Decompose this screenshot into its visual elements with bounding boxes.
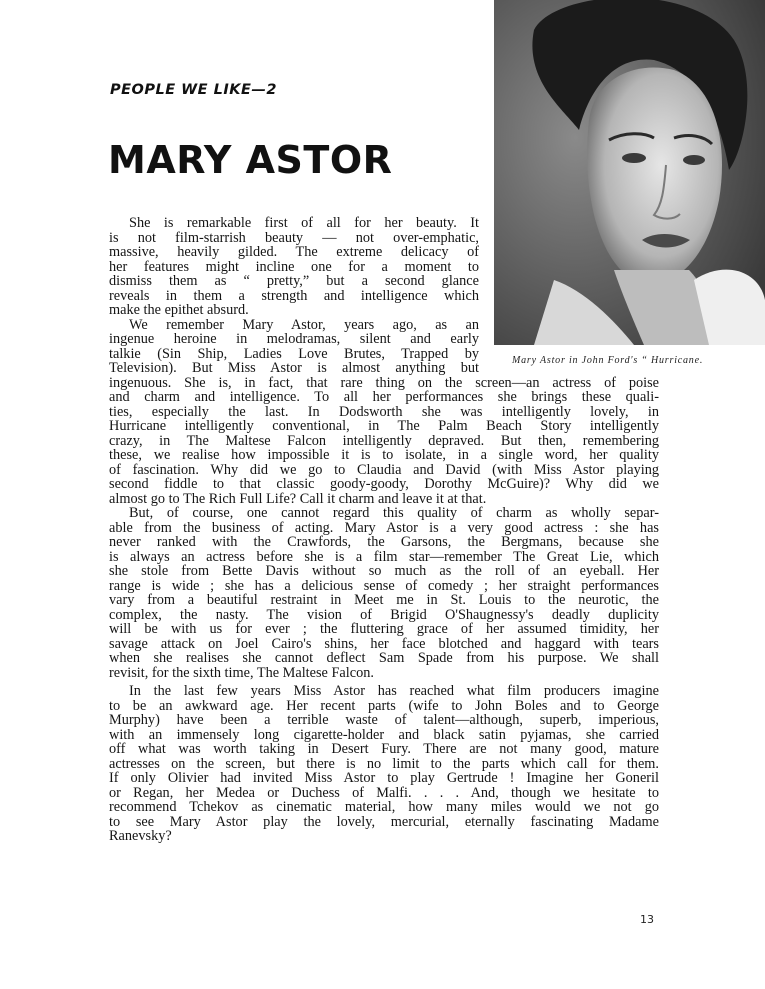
photo-caption: Mary Astor in John Ford's “ Hurricane. [512, 355, 704, 366]
body-line: talkie (Sin Ship, Ladies Love Brutes, Trapped by [109, 346, 479, 361]
body-line: recommend Tchekov as cinematic material, how many miles would we not go [109, 800, 659, 815]
body-line: these, we realise how impossible it is to isolate, in a single word, her quality [109, 448, 659, 463]
body-line: will be with us for ever ; the fluttering grace of her assumed timidity, her [109, 622, 659, 637]
body-line: is always an actress before she is a film star—remember The Great Lie, which [109, 549, 659, 564]
body-line: to see Mary Astor play the lovely, mercurial, eternally fascinating Madame [109, 814, 659, 829]
body-line: is not film-starrish beauty — not over-emphatic, [109, 230, 479, 245]
body-line: ingenue heroine in melodramas, silent and early [109, 332, 479, 347]
article-title: MARY ASTOR [108, 138, 393, 182]
body-line: Ranevsky? [109, 829, 172, 844]
body-line: make the epithet absurd. [109, 303, 249, 318]
page-number: 13 [640, 913, 654, 926]
body-line: massive, heavily gilded. The extreme delicacy of [109, 245, 479, 260]
body-line: able from the business of acting. Mary Astor is a very good actress : she has [109, 520, 659, 535]
body-line: savage attack on Joel Cairo's shins, her face blotched and haggard with tears [109, 636, 659, 651]
body-line: she stole from Bette Davis without so much as the roll of an eyeball. Her [109, 564, 659, 579]
body-line: crazy, in The Maltese Falcon intelligently depraved. But then, remembering [109, 433, 659, 448]
body-line: second fiddle to that classic goody-goody, Dorothy McGuire)? Why did we [109, 477, 659, 492]
body-line: dismiss them as “ pretty,” but a second glance [109, 274, 479, 289]
body-line: and charm and intelligence. To all her performances she brings these quali- [109, 390, 659, 405]
article-kicker: PEOPLE WE LIKE—2 [110, 82, 277, 98]
body-line: her features might incline one for a moment to [109, 259, 479, 274]
body-line: actresses on the screen, but there is no limit to the parts which call for them. [109, 756, 659, 771]
body-line: with an immensely long cigarette-holder and black satin pyjamas, she carried [109, 727, 659, 742]
article-body [109, 216, 659, 844]
body-line: to be an awkward age. Her recent parts (wife to John Boles and to George [109, 698, 659, 713]
body-line: range is wide ; she has a delicious sense of comedy ; her straight performances [109, 578, 659, 593]
body-line: She is remarkable first of all for her beauty. It [129, 216, 479, 231]
body-line: reveals in them a strength and intelligence which [109, 288, 479, 303]
body-line: vary from a beautiful restraint in Meet me in St. Louis to the neurotic, the [109, 593, 659, 608]
body-line: ties, especially the last. In Dodsworth she was intelligently lovely, in [109, 404, 659, 419]
body-line: revisit, for the sixth time, The Maltese Falcon. [109, 665, 374, 680]
body-line: never ranked with the Crawfords, the Garsons, the Bergmans, because she [109, 535, 659, 550]
body-line: We remember Mary Astor, years ago, as an [129, 317, 479, 332]
body-line: Hurricane intelligently conventional, in The Palm Beach Story intelligently [109, 419, 659, 434]
body-line: In the last few years Miss Astor has reached what film producers imagine [129, 684, 659, 699]
body-line: of fascination. Why did we go to Claudia and David (with Miss Astor playing [109, 462, 659, 477]
body-line: or Regan, her Medea or Duchess of Malfi. . . . And, though we hesitate to [109, 785, 659, 800]
body-line: ingenuous. She is, in fact, that rare thing on the screen—an actress of poise [109, 375, 659, 390]
body-line: complex, the nasty. The vision of Brigid O'Shaugnessy's deadly duplicity [109, 607, 659, 622]
body-line: when she realises she cannot deflect Sam Spade from his purpose. We shall [109, 651, 659, 666]
body-line: Murphy) have been a terrible waste of talent—although, superb, imperious, [109, 713, 659, 728]
body-line: But, of course, one cannot regard this quality of charm as wholly separ- [129, 506, 659, 521]
body-line: Television). But Miss Astor is almost anything but [109, 361, 479, 376]
body-line: off what was worth taking in Desert Fury. There are not many good, mature [109, 742, 659, 757]
body-line: almost go to The Rich Full Life? Call it charm and leave it at that. [109, 491, 487, 506]
body-line: If only Olivier had invited Miss Astor to play Gertrude ! Imagine her Goneril [109, 771, 659, 786]
